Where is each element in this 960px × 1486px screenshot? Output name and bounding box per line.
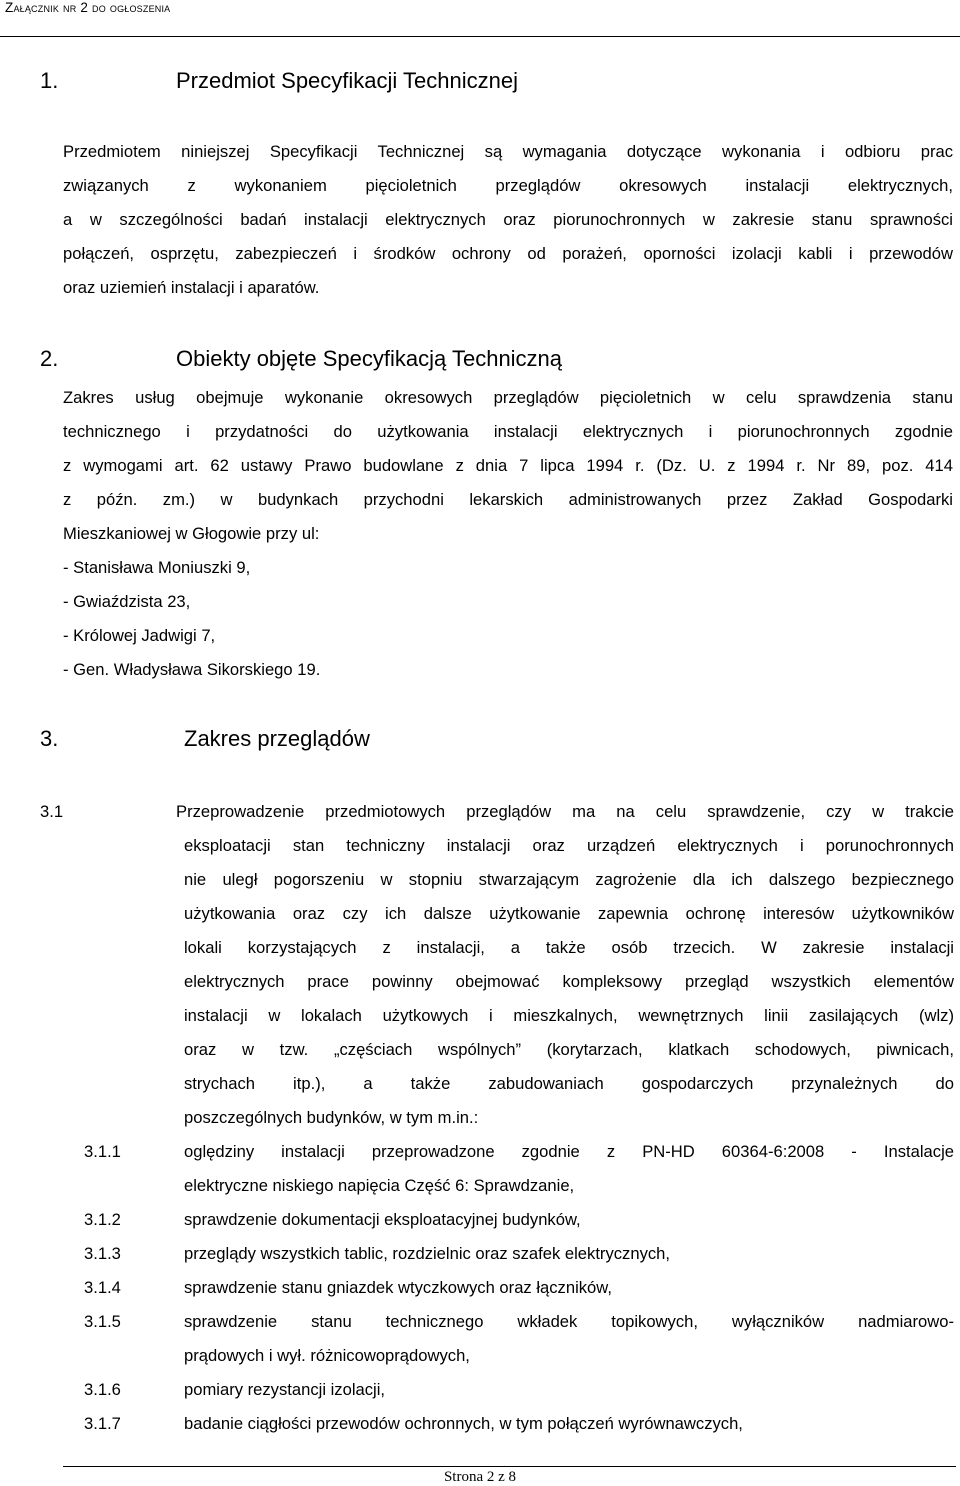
paragraph-line: z późn. zm.) w budynkach przychodni lekarskich administrowanych przez Zakład Gospodarki	[63, 490, 953, 509]
item-number: 3.1.6	[84, 1380, 121, 1399]
paragraph-line: Zakres usług obejmuje wykonanie okresowych przeglądów pięcioletnich w celu sprawdzenia stanu	[63, 388, 953, 407]
paragraph-line-last: poszczególnych budynków, w tym m.in.:	[184, 1108, 479, 1127]
document-header-label: Załącznik nr 2 do ogłoszenia	[5, 0, 171, 15]
paragraph-line: elektrycznych prace powinny obejmować kompleksowy przegląd wszystkich elementów	[184, 972, 954, 991]
item-line: prądowych i wył. różnicowoprądowych,	[184, 1346, 470, 1365]
item-number: 3.1.7	[84, 1414, 121, 1433]
item-line: badanie ciągłości przewodów ochronnych, w tym połączeń wyrównawczych,	[184, 1414, 743, 1433]
item-line: sprawdzenie stanu technicznego wkładek topikowych, wyłączników nadmiarowo-	[184, 1312, 954, 1331]
paragraph-line: użytkowania oraz czy ich dalsze użytkowanie zapewnia ochronę interesów użytkowników	[184, 904, 954, 923]
item-number: 3.1.3	[84, 1244, 121, 1263]
subsection-number: 3.1	[40, 802, 64, 821]
footer-divider	[63, 1466, 956, 1467]
item-line: elektryczne niskiego napięcia Część 6: Sprawdzanie,	[184, 1176, 575, 1195]
item-number: 3.1.5	[84, 1312, 121, 1331]
paragraph-line-last: oraz uziemień instalacji i aparatów.	[63, 278, 320, 297]
section-1-title: Przedmiot Specyfikacji Technicznej	[176, 68, 518, 93]
item-number: 3.1.2	[84, 1210, 121, 1229]
item-line: przeglądy wszystkich tablic, rozdzielnic oraz szafek elektrycznych,	[184, 1244, 671, 1263]
item-line: pomiary rezystancji izolacji,	[184, 1380, 386, 1399]
address-item: - Królowej Jadwigi 7,	[63, 626, 216, 645]
paragraph-line: a w szczególności badań instalacji elektrycznych oraz piorunochronnych w zakresie stanu sprawności	[63, 210, 953, 229]
item-number: 3.1.1	[84, 1142, 121, 1161]
item-text	[184, 1312, 954, 1346]
paragraph-line: eksploatacji stan techniczny instalacji oraz urządzeń elektrycznych i porunochronnych	[184, 836, 954, 855]
item-number: 3.1.4	[84, 1278, 121, 1297]
paragraph-line: technicznego i przydatności do użytkowania instalacji elektrycznych i piorunochronnych zgodnie	[63, 422, 953, 441]
item-text	[184, 1142, 954, 1176]
section-2-number: 2.	[40, 346, 59, 371]
paragraph-line: związanych z wykonaniem pięcioletnich przeglądów okresowych instalacji elektrycznych,	[63, 176, 953, 195]
subsection-3-1-first-line	[176, 802, 954, 836]
paragraph-line: oraz w tzw. „częściach wspólnych” (korytarzach, klatkach schodowych, piwnicach,	[184, 1040, 954, 1059]
paragraph-line-last: Mieszkaniowej w Głogowie przy ul:	[63, 524, 320, 543]
paragraph-line: połączeń, osprzętu, zabezpieczeń i środków ochrony od porażeń, oporności izolacji kabli i przewodów	[63, 244, 953, 263]
paragraph-line: Przedmiotem niniejszej Specyfikacji Technicznej są wymagania dotyczące wykonania i odbioru prac	[63, 142, 953, 161]
item-line: sprawdzenie stanu gniazdek wtyczkowych oraz łączników,	[184, 1278, 612, 1297]
subsection-3-1-paragraph	[184, 836, 954, 1108]
address-item: - Stanisława Moniuszki 9,	[63, 558, 251, 577]
section-1-number: 1.	[40, 68, 59, 93]
paragraph-line: lokali korzystających z instalacji, a także osób trzecich. W zakresie instalacji	[184, 938, 954, 957]
paragraph-line: instalacji w lokalach użytkowych i mieszkalnych, wewnętrznych linii zasilających (wlz)	[184, 1006, 954, 1025]
item-line: sprawdzenie dokumentacji eksploatacyjnej budynków,	[184, 1210, 581, 1229]
paragraph-line: Przeprowadzenie przedmiotowych przeglądów ma na celu sprawdzenie, czy w trakcie	[176, 802, 954, 821]
header-divider	[0, 36, 960, 37]
address-item: - Gwiaździsta 23,	[63, 592, 191, 611]
paragraph-line: strychach itp.), a także zabudowaniach gospodarczych przynależnych do	[184, 1074, 954, 1093]
section-3-number: 3.	[40, 726, 59, 751]
paragraph-line: nie uległ pogorszeniu w stopniu stwarzającym zagrożenie dla ich dalszego bezpiecznego	[184, 870, 954, 889]
item-line: oględziny instalacji przeprowadzone zgodnie z PN-HD 60364-6:2008 - Instalacje	[184, 1142, 954, 1161]
section-3-title: Zakres przeglądów	[184, 726, 370, 751]
section-2-title: Obiekty objęte Specyfikacją Techniczną	[176, 346, 563, 371]
section-1-paragraph	[63, 142, 953, 278]
section-2-paragraph	[63, 388, 953, 524]
paragraph-line: z wymogami art. 62 ustawy Prawo budowlane z dnia 7 lipca 1994 r. (Dz. U. z 1994 r. Nr 89, poz. 414	[63, 456, 953, 475]
address-item: - Gen. Władysława Sikorskiego 19.	[63, 660, 321, 679]
page-number-footer: Strona 2 z 8	[443, 1469, 517, 1485]
